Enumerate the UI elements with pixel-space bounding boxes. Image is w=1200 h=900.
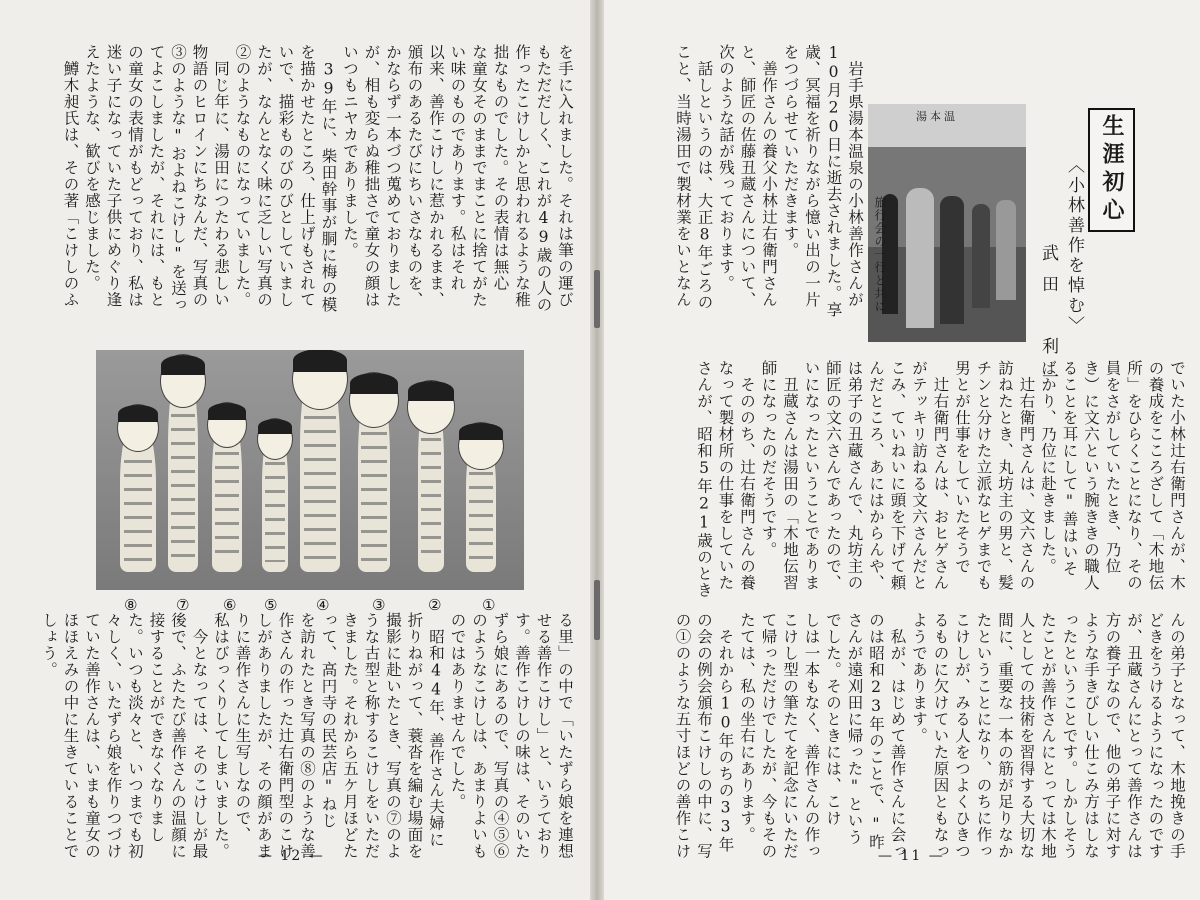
text-column: て帰っただけでしたが、今もその [759,612,778,860]
text-column: 接することができなくなりまし [147,612,166,843]
text-column: さんが、昭和5年21歳のとき [695,360,713,599]
photo-number-6: ⑥ [223,596,237,614]
text-column: を描かせたところ、仕上げもされて [298,44,316,308]
text-column: 々しく、いたずら娘を作りつづけ [104,612,123,860]
text-column: ような手きびしい仕こみ方はしな [1082,612,1100,860]
text-column: それから10年のちの33年 [716,628,735,853]
text-column: き）に文六という腕ききの職人 [1082,360,1100,591]
article-title: 生涯初心 [1088,108,1135,232]
text-column: こと、当時湯田で製材業をいとなん [674,44,692,308]
text-column: 頒布のあるたびにちいさなものを、 [405,44,424,308]
text-column: 物語のヒロインにちなんだ、写真の [190,44,209,308]
text-column: ばかり、乃位に赴きました。 [1039,360,1057,575]
text-column: 丑蔵さんは湯田の「木地伝習 [781,376,799,591]
text-column: のではありませんでした。 [448,612,467,810]
text-column: 10月20日に逝去されました。享 [824,44,843,318]
text-column: 間に、重要な一本の筋が足りなか [996,612,1014,860]
text-column: もただだしく、これが49歳の人の [534,44,553,313]
text-column: ②のようなものになっていました。 [233,44,252,308]
photo-number-3: ③ [372,596,386,614]
kokeshi-doll-7 [168,364,198,572]
text-column: ずら娘にあるので、写真の④⑤⑥ [491,612,510,860]
photo-number-1: ① [482,596,496,614]
text-column: す。善作こけしの味は、そのいた [513,612,531,860]
text-column: いになったということでありま [802,360,821,591]
text-column: 善作さんの養父小林辻右衛門さん [760,44,778,308]
text-column: い味のものであります。私はそれ [448,44,467,292]
text-column: がテッキリ訪ねる文六さんだと [910,360,928,591]
text-column: 男とが仕事をしていたそうで [953,360,971,575]
text-column: 師匠の文六さんであったので、 [824,360,842,591]
text-column: ようであります。 [910,612,928,744]
text-column: 話しというのは、大正8年ごろの [695,44,714,311]
text-column: 私はびっくりしてしまいました。 [212,612,230,860]
text-column: たが、なんとなく味に乏しい写真の [255,44,273,308]
kokeshi-doll-6 [212,412,242,572]
kokeshi-doll-2 [418,390,444,572]
photo-number-4: ④ [316,596,330,614]
text-column: たては、私の坐右にあります。 [738,612,756,843]
text-column: えたような、歓びを感じました。 [83,44,101,292]
text-column: 39年に、柴田幹事が胴に梅の模 [319,60,338,313]
kokeshi-doll-1 [466,432,496,572]
text-column: こみ、ていねいに頭を下げて頼 [888,360,907,591]
text-column: が、相も変らぬ稚拙さで童女の顔は [362,44,381,308]
text-column: をつづらせていただきます。 [781,44,800,259]
text-column: かならず一本づつ蒐めておりました [384,44,402,308]
text-column: 次のような話が残っております。 [717,44,735,292]
text-column: 訪ねたとき、丸坊主の男と、髪 [996,360,1014,591]
text-column: りに善作さんに生写しなので、 [233,612,252,843]
photo-number-7: ⑦ [176,596,190,614]
text-column: の①のような五寸ほどの善作こけ [673,612,692,860]
text-column: 昭和44年、善作さん夫婦に [427,628,445,848]
text-column: いで、描彩ものびのびとしていまし [276,44,295,308]
right-page-number: — 11 — [878,848,945,864]
text-column: 迷い子になっていた子供にめぐり逢 [104,44,123,308]
text-column: でした。そのときには、こけ [824,612,842,827]
text-column: 作ったこけしかと思われるような稚 [513,44,531,308]
text-column: ほほえみの中に生きていることで [61,612,80,860]
text-column: うな古型と称するこけしをいただ [362,612,381,860]
text-column: が、丑蔵さんにとって善作さんは [1125,612,1143,860]
text-column: ていた善作さんは、いまも童女の [83,612,101,860]
text-column: ったということです。しかしそう [1060,612,1079,860]
text-column: 撮影に赴いたとき、写真の⑦のよ [384,612,402,860]
text-column: な童女そのままでまことに捨てがた [470,44,488,308]
text-column: きました。それから五ケ月ほどた [341,612,359,860]
person-silhouette [940,196,964,324]
text-column: 鱒木昶氏は、その著「こけしのふ [61,44,80,308]
text-column: の養成をこころざして「木地伝 [1146,360,1165,591]
text-column: 以来、善作こけしに惹かれるまま、 [427,44,445,308]
text-column: いつもニヤカでありました。 [341,44,359,259]
text-column: どきをうけるようになったのです [1146,612,1165,860]
author-name: 武田 利一 [1038,244,1058,399]
text-column: 所」をひらくことになり、その [1125,360,1143,591]
text-column: のようなこけしは、あまりよいも [470,612,488,860]
hot-spring-sign: 湯本温 [916,110,958,123]
text-column: 後で、ふたたび善作さんの温顔に [169,612,187,860]
person-silhouette [996,200,1016,300]
text-column: のは昭和23年のことで、"昨 [867,612,885,851]
text-column: 岩手県湯本温泉の小林善作さんが [846,44,864,308]
text-column: しは一本もなく、善作さんの作っ [802,612,821,860]
text-column: 折りねがって、蓑沓を編む場面を [405,612,424,860]
text-column: 辻右衛門さんは、おヒゲさん [931,376,950,591]
text-column: なって製材所の仕事をしていた [716,360,735,591]
text-column: こけし型の筆たてを記念にいただ [781,612,799,860]
text-column: る里」の中で「いたずら娘を連想 [556,612,574,860]
text-column: の会の例会頒布こけしの中に、写 [695,612,713,860]
text-column: を手に入れました。それは筆の運び [556,44,574,308]
text-column: た。いつも淡々と、いつまでも初 [126,612,144,860]
text-column: 私が、はじめて善作さんに会っ [888,628,907,860]
left-page-number: — 12 — [258,848,325,864]
text-column: 歳、冥福を祈りながら憶い出の一片 [803,44,821,308]
text-column: んの弟子となって、木地挽きの手 [1168,612,1186,860]
text-column: たということになり、のちに作っ [974,612,993,860]
photo-number-5: ⑤ [264,596,278,614]
kokeshi-photo [96,350,524,590]
text-column: 作さんの作った辻右衛門型のこけ [276,612,295,860]
kokeshi-doll-4 [300,360,340,572]
text-column: さんが遠刈田に帰った"という [845,612,864,846]
text-column: しょう。 [40,612,58,678]
text-column: てよこしましたが、それには、もと [147,44,166,308]
staple-top [594,270,600,328]
text-column: 拙なものでした。その表情は無心 [491,44,510,292]
photo-number-2: ② [428,596,442,614]
text-column: 師になったのだそうです。 [759,360,778,558]
kokeshi-doll-5 [262,426,288,572]
text-column: 辻右衛門さんは、文六さんの [1017,376,1036,591]
text-column: は弟子の丑蔵さんで、丸坊主の [845,360,864,591]
text-column: こけしが、みる人をつよくひきつ [953,612,971,860]
text-column: るものに欠けていた原因ともなっ [931,612,950,860]
article-subtitle: 〈小林善作を悼む〉 [1064,156,1084,336]
kokeshi-doll-8 [120,422,156,572]
text-column: せる善作こけし」と、いうており [534,612,553,860]
group-photo [868,104,1026,342]
text-column: んだところ、あにはからんや、 [867,360,885,591]
kokeshi-doll-3 [358,382,390,572]
text-column: 方の養子なので、他の弟子に対す [1103,612,1122,860]
text-column: 員をさがしていたとき、乃位 [1103,360,1122,575]
person-silhouette [972,204,990,308]
text-column: しがありましたが、その顔があま [255,612,273,860]
text-column: チンと分けた立派なヒゲまでも [974,360,993,591]
text-column: たことが善作さんにとっては木地 [1039,612,1057,860]
text-column: でいた小林辻右衛門さんが、木 [1168,360,1186,591]
photo-caption: 旅行会の一行と共に [873,196,887,313]
text-column: の童女の表情がもどっており、私は [126,44,144,308]
person-silhouette [906,188,934,328]
text-column: を訪れたとき写真の⑧のような善 [298,612,316,860]
book-spine [590,0,604,900]
photo-number-8: ⑧ [124,596,138,614]
text-column: って、高円寺の民芸店"ねじ [319,612,338,829]
text-column: 同じ年に、湯田につたわる悲しい [212,44,230,308]
text-column: ることを耳にして"善はいそ [1060,360,1079,577]
text-column: ③のような"およねこけし"を送っ [169,44,187,313]
text-column: と、師匠の佐藤丑蔵さんについて、 [738,44,757,308]
text-column: そののち、辻右衛門さんの養 [738,376,756,591]
text-column: 今となっては、そのこけしが最 [190,612,209,860]
staple-bottom [594,580,600,640]
text-column: 人としての技術を習得する大切な [1017,612,1036,860]
